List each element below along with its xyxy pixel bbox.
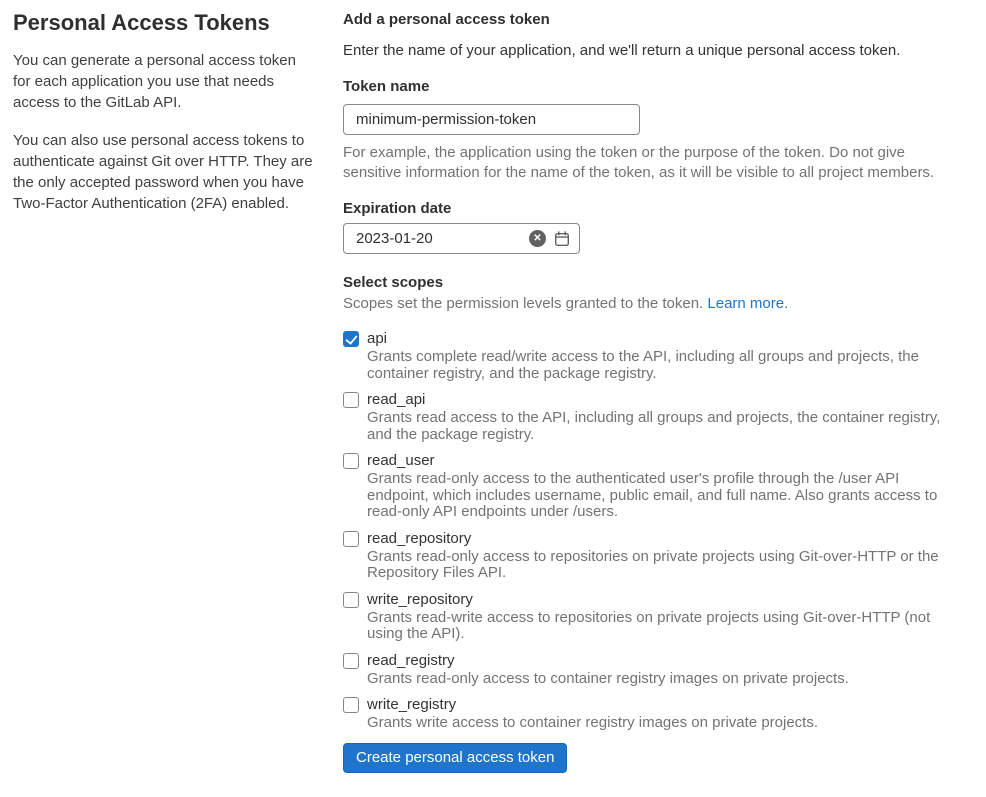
scope-row [343,529,963,582]
select-scopes-label: Select scopes [343,274,444,291]
scope-checkbox[interactable] [343,653,359,669]
scope-checkbox[interactable] [343,453,359,469]
scope-text [367,651,963,688]
scopes-help-sentence: Scopes set the permission levels granted to the token. [343,295,704,312]
scope-name-label[interactable]: read_registry [367,651,455,669]
expiration-date-field[interactable] [343,223,580,254]
intro-paragraph-2: You can also use personal access tokens to authenticate against Git over HTTP. They are the only accepted password when you have Two-Factor Authentication (2FA) enabled. [13,132,313,212]
scope-text [367,695,963,732]
learn-more-link[interactable]: Learn more. [707,295,789,312]
scopes-help-text [343,295,963,313]
scope-description: Grants write access to container registry images on private projects. [367,714,819,731]
scope-name-label[interactable]: api [367,330,388,347]
add-token-form [343,0,963,773]
scope-row [343,329,963,382]
clear-date-icon[interactable]: ✕ [529,230,546,247]
scope-description: Grants read-only access to the authenticated user's profile through the /user API endpoint, which includes username, public email, and full name. Also grants access to read-only API endpoints under /users. [367,470,938,520]
settings-section-description [0,0,343,773]
scope-description: Grants read-write access to repositories on private projects using Git-over-HTTP (not using the API). [367,608,931,642]
scope-text [367,329,963,382]
form-subheading: Enter the name of your application, and we'll return a unique personal access token. [343,42,901,59]
intro-paragraph-1: You can generate a personal access token for each application you use that needs access to the GitLab API. [13,52,296,111]
scope-name-label[interactable]: read_api [367,391,426,408]
calendar-icon[interactable] [554,231,570,247]
scope-text [367,390,963,443]
scope-text [367,529,963,582]
form-heading: Add a personal access token [343,11,550,28]
scope-name-label[interactable]: read_repository [367,529,472,547]
scopes-list [343,329,963,732]
scope-description: Grants read access to the API, including all groups and projects, the container registry, and the package registry. [367,409,941,443]
scope-row [343,590,963,643]
scope-name-label[interactable]: write_registry [367,696,457,713]
scope-text [367,590,963,643]
token-name-label: Token name [343,78,430,95]
expiration-date-label: Expiration date [343,200,452,217]
scope-checkbox[interactable] [343,531,359,547]
scope-row [343,651,963,688]
scope-checkbox[interactable] [343,331,359,347]
create-token-button[interactable]: Create personal access token [343,743,567,773]
scope-row [343,695,963,732]
page-title: Personal Access Tokens [13,10,270,35]
scope-name-label[interactable]: write_repository [367,590,473,608]
scope-row [343,390,963,443]
token-name-help: For example, the application using the token or the purpose of the token. Do not give sensitive information for the name of the token, as it will be visible to all project members. [343,144,935,181]
scope-checkbox[interactable] [343,697,359,713]
scope-text [367,451,963,521]
expiration-date-input[interactable] [344,230,529,247]
scope-name-label[interactable]: read_user [367,452,435,469]
scope-checkbox[interactable] [343,392,359,408]
scope-description: Grants read-only access to repositories on private projects using Git-over-HTTP or the Repository Files API. [367,547,939,581]
form-actions [343,743,963,773]
token-name-input[interactable] [343,104,640,135]
scope-description: Grants complete read/write access to the API, including all groups and projects, the container registry, and the package registry. [367,348,919,382]
scope-row [343,451,963,521]
scope-description: Grants read-only access to container registry images on private projects. [367,669,849,687]
scope-checkbox[interactable] [343,592,359,608]
